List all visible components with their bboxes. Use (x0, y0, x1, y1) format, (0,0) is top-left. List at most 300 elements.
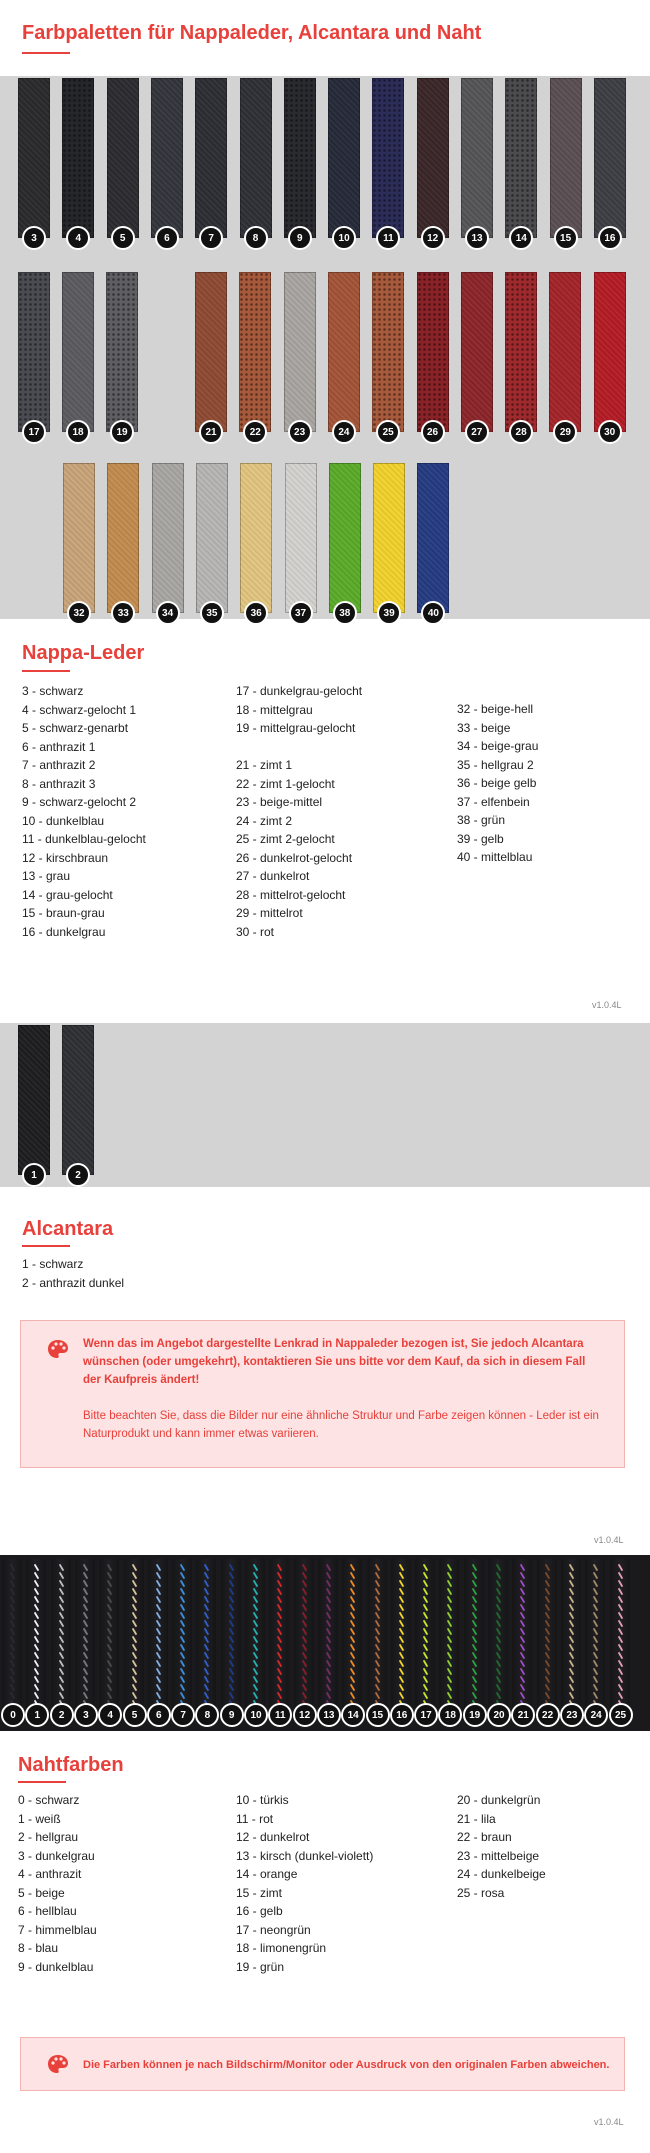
seam-stitch-mark (60, 1589, 63, 1594)
seam-stitch (294, 1559, 314, 1709)
nappa-number-badge: 7 (199, 226, 223, 250)
seam-stitch-mark (594, 1573, 597, 1578)
nappa-swatch (417, 463, 449, 613)
seam-stitch-mark (303, 1693, 306, 1698)
seam-stitch-mark (230, 1645, 233, 1650)
seam-stitch-mark (619, 1621, 622, 1626)
seam-stitch-mark (108, 1605, 111, 1610)
seam-stitch-mark (497, 1565, 500, 1570)
seam-stitch-mark (181, 1637, 184, 1642)
seam-number-badge: 19 (463, 1703, 487, 1727)
seam-stitch-mark (497, 1613, 500, 1618)
seam-stitch-mark (11, 1629, 14, 1634)
color-list-item: 14 - grau-gelocht (22, 887, 113, 902)
seam-number-badge: 18 (438, 1703, 462, 1727)
seam-stitch-mark (278, 1597, 281, 1602)
seam-stitch-mark (157, 1589, 160, 1594)
seam-stitch-mark (11, 1613, 14, 1618)
seam-number-badge: 8 (195, 1703, 219, 1727)
seam-stitch-mark (108, 1645, 111, 1650)
seam-swatch (391, 1559, 411, 1709)
seam-number-badge: 3 (74, 1703, 98, 1727)
seam-stitch-mark (594, 1629, 597, 1634)
seam-stitch-mark (254, 1693, 257, 1698)
nappa-number-badge: 28 (509, 420, 533, 444)
seam-stitch-mark (546, 1621, 549, 1626)
nappa-swatch (239, 272, 271, 432)
seam-stitch-mark (497, 1653, 500, 1658)
seam-stitch-mark (35, 1637, 38, 1642)
nappa-swatch (107, 78, 139, 238)
nappa-swatch (373, 463, 405, 613)
seam-list-col-1 (18, 1791, 97, 1976)
seam-stitch (342, 1559, 362, 1709)
seam-stitch-mark (619, 1677, 622, 1682)
seam-stitch-mark (254, 1685, 257, 1690)
seam-stitch-mark (278, 1637, 281, 1642)
seam-stitch-mark (619, 1693, 622, 1698)
seam-stitch-mark (448, 1573, 451, 1578)
seam-stitch-mark (84, 1685, 87, 1690)
seam-stitch-mark (35, 1653, 38, 1658)
seam-stitch-mark (35, 1621, 38, 1626)
seam-stitch-mark (11, 1677, 14, 1682)
color-list-item: 39 - gelb (457, 831, 504, 846)
seam-stitch-mark (351, 1693, 354, 1698)
nappa-swatch (152, 463, 184, 613)
color-list-item: 10 - dunkelblau (22, 813, 105, 828)
seam-swatch (124, 1559, 144, 1709)
seam-stitch-mark (230, 1605, 233, 1610)
color-list-item: 21 - lila (457, 1811, 496, 1826)
seam-stitch-mark (230, 1581, 233, 1586)
seam-stitch-mark (521, 1661, 524, 1666)
seam-stitch-mark (570, 1653, 573, 1658)
seam-stitch-mark (521, 1581, 524, 1586)
seam-stitch-mark (84, 1677, 87, 1682)
seam-stitch-mark (570, 1613, 573, 1618)
seam-stitch-mark (473, 1637, 476, 1642)
seam-stitch-mark (60, 1661, 63, 1666)
seam-stitch-mark (546, 1581, 549, 1586)
seam-stitch-mark (473, 1669, 476, 1674)
seam-stitch-mark (11, 1669, 14, 1674)
seam-stitch-mark (400, 1685, 403, 1690)
nappa-number-badge: 12 (421, 226, 445, 250)
nappa-number-badge: 36 (244, 601, 268, 625)
seam-stitch-mark (351, 1677, 354, 1682)
seam-stitch-mark (11, 1653, 14, 1658)
seam-number-badge: 16 (390, 1703, 414, 1727)
color-list-item: 14 - orange (236, 1867, 298, 1881)
seam-stitch-mark (84, 1605, 87, 1610)
seam-stitch-mark (351, 1621, 354, 1626)
seam-stitch-mark (230, 1669, 233, 1674)
seam-stitch-mark (594, 1621, 597, 1626)
alcantara-section-title: Alcantara (22, 1218, 114, 1240)
seam-stitch-mark (327, 1685, 330, 1690)
seam-stitch-mark (473, 1645, 476, 1650)
seam-stitch-mark (546, 1645, 549, 1650)
nappa-swatch (106, 272, 138, 432)
seam-stitch-mark (497, 1589, 500, 1594)
seam-stitch-mark (424, 1621, 427, 1626)
seam-stitch-mark (473, 1597, 476, 1602)
nappa-version: v1.0.4L (592, 1000, 622, 1010)
nappa-swatch (549, 272, 581, 432)
seam-notice-text: Die Farben können je nach Bildschirm/Monitor oder Ausdruck von den originalen Farben abweichen. (83, 2059, 610, 2071)
seam-stitch-mark (619, 1653, 622, 1658)
seam-stitch-mark (400, 1661, 403, 1666)
seam-list-col-2 (236, 1791, 373, 1976)
alcantara-swatch (18, 1025, 50, 1175)
seam-stitch-mark (327, 1621, 330, 1626)
seam-stitch-mark (594, 1677, 597, 1682)
seam-stitch-mark (521, 1645, 524, 1650)
seam-stitch-mark (448, 1661, 451, 1666)
seam-stitch-mark (570, 1677, 573, 1682)
seam-number-badge: 22 (536, 1703, 560, 1727)
color-list-item: 20 - dunkelgrün (457, 1793, 541, 1807)
seam-stitch-mark (181, 1613, 184, 1618)
nappa-section-title: Nappa-Leder (22, 642, 145, 664)
color-list-item: 18 - mittelgrau (236, 702, 313, 717)
seam-stitch-mark (473, 1661, 476, 1666)
seam-number-badge: 1 (25, 1703, 49, 1727)
seam-stitch-mark (84, 1573, 87, 1578)
nappa-swatch (195, 272, 227, 432)
seam-stitch-mark (303, 1565, 306, 1570)
seam-stitch-mark (376, 1637, 379, 1642)
seam-stitch-mark (424, 1573, 427, 1578)
seam-swatch (51, 1559, 71, 1709)
seam-stitch-mark (108, 1565, 111, 1570)
seam-stitch-mark (278, 1645, 281, 1650)
seam-stitch-mark (400, 1581, 403, 1586)
seam-stitch-mark (157, 1677, 160, 1682)
color-list-item: 25 - rosa (457, 1885, 505, 1900)
seam-stitch-mark (254, 1629, 257, 1634)
seam-stitch-mark (157, 1661, 160, 1666)
nappa-swatch (196, 463, 228, 613)
seam-stitch-mark (254, 1581, 257, 1586)
seam-stitch-mark (35, 1685, 38, 1690)
color-list-item: 23 - beige-mittel (236, 795, 323, 809)
seam-stitch-mark (619, 1581, 622, 1586)
color-list-item: 5 - schwarz-genarbt (22, 721, 129, 735)
seam-stitch-mark (254, 1589, 257, 1594)
seam-stitch-mark (84, 1581, 87, 1586)
seam-stitch-mark (570, 1597, 573, 1602)
color-list-item: 22 - braun (457, 1830, 512, 1844)
seam-stitch-mark (351, 1613, 354, 1618)
seam-stitch-mark (108, 1637, 111, 1642)
nappa-number-badge: 6 (155, 226, 179, 250)
seam-stitch-mark (60, 1645, 63, 1650)
seam-stitch-mark (254, 1645, 257, 1650)
seam-stitch-mark (521, 1629, 524, 1634)
seam-stitch-mark (133, 1629, 136, 1634)
seam-stitch-mark (351, 1661, 354, 1666)
nappa-swatch (284, 272, 316, 432)
nappa-list-col-2a (236, 682, 362, 738)
color-list-item: 3 - dunkelgrau (18, 1848, 95, 1863)
seam-number-badge: 9 (220, 1703, 244, 1727)
seam-stitch-mark (133, 1693, 136, 1698)
seam-stitch-mark (400, 1677, 403, 1682)
nappa-swatch (329, 463, 361, 613)
seam-stitch-mark (60, 1581, 63, 1586)
seam-stitch-mark (376, 1669, 379, 1674)
seam-swatch (148, 1559, 168, 1709)
seam-stitch-mark (424, 1645, 427, 1650)
alcantara-list (22, 1255, 124, 1292)
seam-stitch-mark (157, 1685, 160, 1690)
seam-stitch-mark (157, 1693, 160, 1698)
color-list-item: 40 - mittelblau (457, 850, 533, 864)
seam-stitch-mark (11, 1685, 14, 1690)
seam-stitch-mark (205, 1661, 208, 1666)
nappa-swatch (285, 463, 317, 613)
seam-stitch-mark (327, 1645, 330, 1650)
seam-stitch-mark (497, 1685, 500, 1690)
seam-swatch (196, 1559, 216, 1709)
nappa-swatch (550, 78, 582, 238)
seam-stitch-mark (376, 1613, 379, 1618)
seam-stitch-mark (60, 1597, 63, 1602)
seam-stitch-mark (108, 1693, 111, 1698)
alcantara-number-badge: 2 (66, 1163, 90, 1187)
seam-stitch-mark (230, 1613, 233, 1618)
seam-stitch-mark (254, 1613, 257, 1618)
seam-stitch-mark (205, 1589, 208, 1594)
seam-number-badge: 0 (1, 1703, 25, 1727)
seam-stitch (464, 1559, 484, 1709)
nappa-number-badge: 16 (598, 226, 622, 250)
seam-stitch-mark (619, 1637, 622, 1642)
seam-stitch-mark (230, 1589, 233, 1594)
seam-stitch-mark (400, 1605, 403, 1610)
color-list-item: 9 - dunkelblau (18, 1959, 94, 1974)
color-list-item: 35 - hellgrau 2 (457, 757, 534, 772)
seam-stitch-mark (351, 1653, 354, 1658)
seam-stitch-mark (521, 1685, 524, 1690)
seam-stitch-mark (108, 1621, 111, 1626)
color-list-item: 4 - anthrazit (18, 1867, 82, 1881)
seam-stitch-mark (400, 1693, 403, 1698)
color-list-item: 36 - beige gelb (457, 776, 537, 790)
seam-stitch-mark (570, 1693, 573, 1698)
nappa-swatch (240, 463, 272, 613)
nappa-number-badge: 18 (66, 420, 90, 444)
seam-stitch-mark (60, 1621, 63, 1626)
color-list-item: 1 - schwarz (22, 1257, 84, 1271)
seam-stitch-mark (35, 1645, 38, 1650)
seam-stitch-mark (327, 1629, 330, 1634)
seam-stitch-mark (181, 1645, 184, 1650)
seam-swatch (269, 1559, 289, 1709)
seam-number-badge: 11 (268, 1703, 292, 1727)
seam-stitch (221, 1559, 241, 1709)
seam-stitch-mark (157, 1669, 160, 1674)
nappa-number-badge: 13 (465, 226, 489, 250)
color-list-item: 3 - schwarz (22, 684, 84, 698)
nappa-number-badge: 34 (156, 601, 180, 625)
color-list-item: 23 - mittelbeige (457, 1848, 540, 1863)
seam-stitch-mark (254, 1621, 257, 1626)
seam-stitch-mark (351, 1565, 354, 1570)
seam-stitch-mark (473, 1621, 476, 1626)
seam-stitch-mark (473, 1605, 476, 1610)
seam-stitch-mark (11, 1589, 14, 1594)
nappa-number-badge: 17 (22, 420, 46, 444)
nappa-number-badge: 21 (199, 420, 223, 444)
seam-stitch-mark (570, 1685, 573, 1690)
seam-stitch-mark (376, 1597, 379, 1602)
seam-stitch-mark (351, 1597, 354, 1602)
nappa-swatch (63, 463, 95, 613)
nappa-list-col-1 (22, 682, 146, 941)
seam-stitch-mark (60, 1669, 63, 1674)
seam-stitch-mark (60, 1605, 63, 1610)
seam-stitch-mark (619, 1565, 622, 1570)
seam-swatch (367, 1559, 387, 1709)
seam-stitch-mark (570, 1645, 573, 1650)
seam-stitch-mark (473, 1653, 476, 1658)
seam-swatch (415, 1559, 435, 1709)
seam-stitch-mark (376, 1653, 379, 1658)
nappa-swatch (417, 272, 449, 432)
seam-stitch-mark (11, 1661, 14, 1666)
color-list-item: 24 - zimt 2 (236, 813, 293, 828)
seam-number-badge: 24 (584, 1703, 608, 1727)
seam-stitch-mark (424, 1693, 427, 1698)
color-list-item: 15 - zimt (236, 1885, 283, 1900)
seam-stitch-mark (108, 1573, 111, 1578)
seam-stitch-mark (619, 1573, 622, 1578)
seam-stitch-mark (60, 1629, 63, 1634)
color-list-item: 34 - beige-grau (457, 739, 539, 753)
seam-stitch-mark (230, 1685, 233, 1690)
seam-swatch (221, 1559, 241, 1709)
seam-stitch (585, 1559, 605, 1709)
seam-stitch-mark (521, 1597, 524, 1602)
nappa-swatch (461, 78, 493, 238)
nappa-swatch (461, 272, 493, 432)
seam-number-badge: 20 (487, 1703, 511, 1727)
color-list-item: 6 - hellblau (18, 1904, 77, 1918)
seam-stitch-mark (254, 1573, 257, 1578)
seam-stitch-mark (546, 1669, 549, 1674)
alcantara-notice-bold: Wenn das im Angebot dargestellte Lenkrad in Nappaleder bezogen ist, Sie jedoch Alcantara wünschen (oder umgekehrt), kontaktieren Sie uns bitte vor dem Kauf, da sich in diesem Fall der Kaufpreis ändert! (83, 1338, 586, 1386)
seam-swatch (585, 1559, 605, 1709)
nappa-number-badge: 32 (67, 601, 91, 625)
nappa-swatch (18, 78, 50, 238)
seam-stitch-mark (570, 1661, 573, 1666)
seam-stitch-mark (351, 1669, 354, 1674)
seam-swatch (610, 1559, 630, 1709)
seam-stitch-mark (400, 1637, 403, 1642)
seam-stitch-mark (133, 1605, 136, 1610)
nappa-swatch (18, 272, 50, 432)
seam-stitch-mark (181, 1669, 184, 1674)
seam-stitch-mark (424, 1637, 427, 1642)
nappa-number-badge: 39 (377, 601, 401, 625)
seam-stitch-mark (497, 1677, 500, 1682)
seam-swatch (318, 1559, 338, 1709)
nappa-list-col-2b (236, 756, 352, 941)
seam-swatch (488, 1559, 508, 1709)
seam-stitch-mark (230, 1597, 233, 1602)
seam-stitch-mark (205, 1573, 208, 1578)
seam-stitch-mark (35, 1565, 38, 1570)
color-list-item: 18 - limonengrün (236, 1941, 327, 1955)
seam-stitch-mark (35, 1573, 38, 1578)
seam-stitch (51, 1559, 71, 1709)
seam-number-badge: 10 (244, 1703, 268, 1727)
seam-stitch (124, 1559, 144, 1709)
nappa-number-badge: 5 (111, 226, 135, 250)
seam-stitch-mark (133, 1685, 136, 1690)
seam-stitch-mark (376, 1693, 379, 1698)
seam-swatch (294, 1559, 314, 1709)
seam-stitch-mark (594, 1693, 597, 1698)
seam-stitch-mark (619, 1669, 622, 1674)
seam-stitch-mark (157, 1565, 160, 1570)
seam-stitch-mark (327, 1565, 330, 1570)
seam-stitch-mark (400, 1669, 403, 1674)
seam-stitch-mark (35, 1613, 38, 1618)
seam-stitch-mark (35, 1677, 38, 1682)
seam-stitch-mark (327, 1581, 330, 1586)
seam-stitch-mark (11, 1581, 14, 1586)
seam-stitch-mark (181, 1693, 184, 1698)
seam-stitch-mark (473, 1581, 476, 1586)
seam-stitch-mark (84, 1661, 87, 1666)
seam-stitch-mark (278, 1653, 281, 1658)
seam-stitch-mark (60, 1637, 63, 1642)
seam-stitch-mark (181, 1589, 184, 1594)
seam-stitch-mark (546, 1573, 549, 1578)
seam-stitch-mark (181, 1621, 184, 1626)
seam-stitch-mark (157, 1645, 160, 1650)
seam-underline (18, 1781, 66, 1783)
nappa-number-badge: 24 (332, 420, 356, 444)
seam-stitch-mark (327, 1605, 330, 1610)
seam-stitch-mark (497, 1637, 500, 1642)
seam-stitch-mark (157, 1573, 160, 1578)
seam-stitch-mark (570, 1669, 573, 1674)
seam-stitch-mark (60, 1653, 63, 1658)
seam-stitch-mark (133, 1653, 136, 1658)
seam-stitch-mark (619, 1629, 622, 1634)
seam-stitch (75, 1559, 95, 1709)
seam-stitch-mark (619, 1645, 622, 1650)
color-list-item: 2 - anthrazit dunkel (22, 1275, 125, 1290)
nappa-swatch (594, 78, 626, 238)
seam-stitch-mark (570, 1581, 573, 1586)
color-list-item: 22 - zimt 1-gelocht (236, 776, 335, 791)
nappa-number-badge: 10 (332, 226, 356, 250)
alcantara-swatch (62, 1025, 94, 1175)
color-list-item: 0 - schwarz (18, 1793, 80, 1807)
seam-stitch-mark (327, 1669, 330, 1674)
seam-stitch-mark (570, 1605, 573, 1610)
page-title: Farbpaletten für Nappaleder, Alcantara und Naht (22, 22, 482, 44)
nappa-swatch (151, 78, 183, 238)
seam-stitch-mark (376, 1589, 379, 1594)
seam-stitch-mark (254, 1597, 257, 1602)
